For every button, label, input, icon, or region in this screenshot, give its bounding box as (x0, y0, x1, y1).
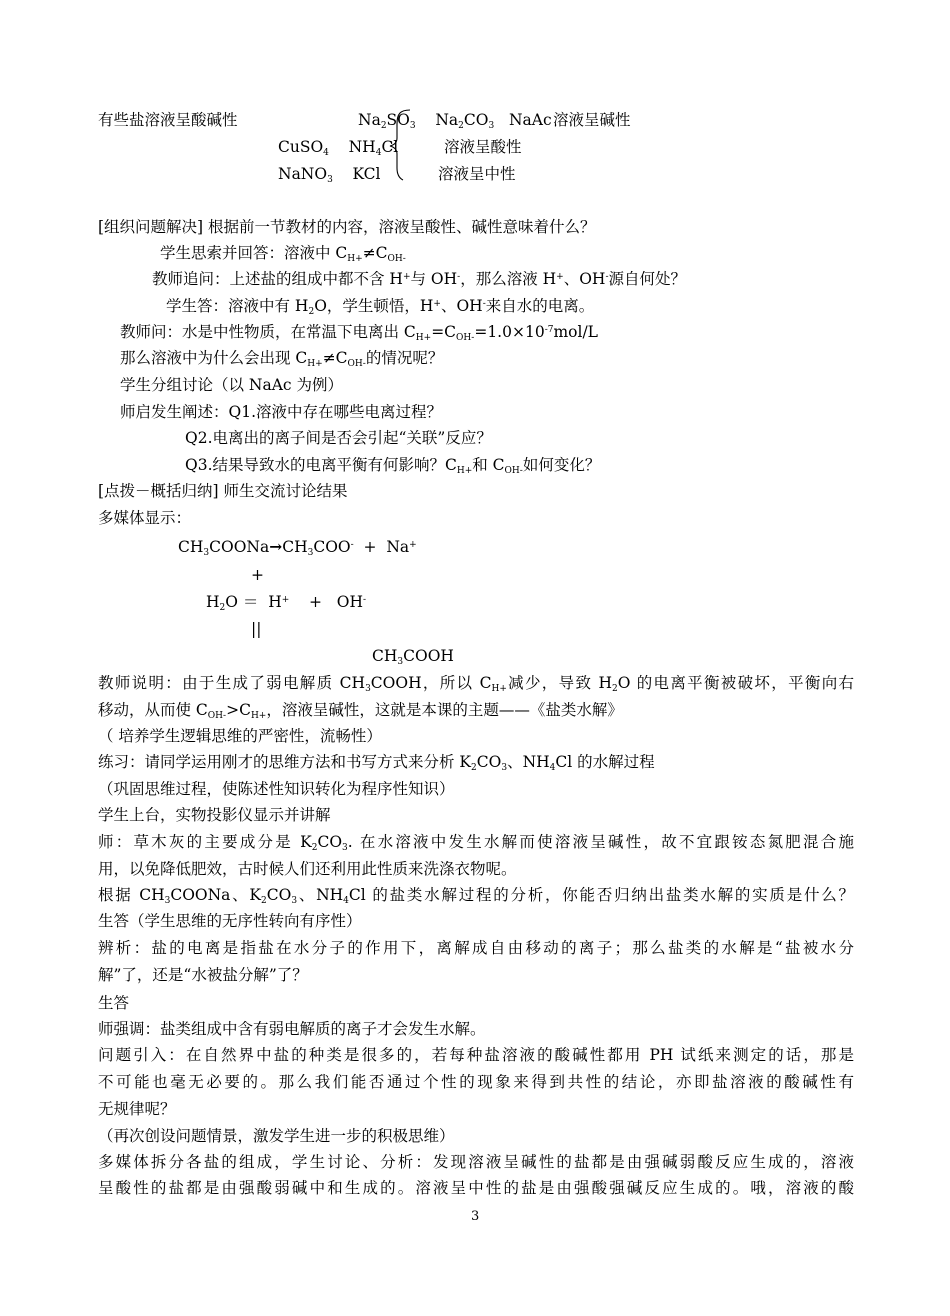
para-teacher-explain-1: 教师说明：由于生成了弱电解质 $CH_3COOH$，所以 $C_{H+}$减少，导致 $H_2O$ 的电离平衡被破坏，平衡向右 (98, 674, 855, 694)
para-ash-1: 师：草木灰的主要成分是 $K_2CO_3$. 在水溶液中发生水解而使溶液呈碱性，故不宜跟铵态氮肥混合施 (98, 833, 854, 853)
para-student-reply: 生答（学生思维的无序性转向有序性） (98, 912, 362, 930)
equation-plus: + (251, 566, 264, 584)
line-organize: [组织问题解决] 根据前一节教材的内容，溶液呈酸性、碱性意味着什么？ (98, 218, 596, 236)
para-multimedia-2: 呈酸性的盐都是由强酸弱碱中和生成的。溶液呈中性的盐是由强酸强碱反应生成的。哦，溶液的酸 (98, 1179, 854, 1197)
line-student-answer: 学生思索并回答：溶液中 $C_{H+}\ne C_{OH-}$ (160, 244, 406, 264)
para-analysis-2: 解”了，还是“水被盐分解”了？ (98, 966, 308, 984)
para-multimedia-1: 多媒体拆分各盐的组成，学生讨论、分析：发现溶液呈碱性的盐都是由强碱弱酸反应生成的，溶液 (98, 1153, 854, 1171)
row2-result: 溶液呈酸性 (444, 138, 522, 156)
para-scenario: （再次创设问题情景，激发学生进一步的积极思维） (98, 1127, 455, 1145)
para-consolidate: （巩固思维过程，使陈述性知识转化为程序性知识） (98, 780, 455, 798)
line-q1: 师启发生阐述：Q1.溶液中存在哪些电离过程？ (120, 403, 442, 421)
line-multimedia: 多媒体显示： (98, 509, 192, 527)
equation-line1: $CH_3COONa\to CH_3COO^- + Na^+$ (178, 537, 417, 558)
row3-result: 溶液呈中性 (438, 165, 516, 183)
row3-salts: NaNO$_3$ KCl (278, 165, 381, 185)
para-student-answer: 生答 (98, 994, 130, 1012)
line-q2: Q2.电离出的离子间是否会引起“关联”反应？ (185, 429, 492, 447)
brace-icon (386, 108, 416, 184)
row2-salts: CuSO$_4$ $NH_4Cl$ (278, 138, 399, 158)
row1-salts: $Na_2SO_3$ $Na_2CO_3$ NaAc (358, 111, 552, 131)
line-summary: [点拨－概括归纳] 师生交流讨论结果 (98, 482, 348, 500)
para-question-1: 问题引入：在自然界中盐的种类是很多的，若每种盐溶液的酸碱性都用 PH 试纸来测定的话，那是 (98, 1046, 854, 1064)
para-student-stage: 学生上台，实物投影仪显示并讲解 (98, 806, 331, 824)
para-logic: （ 培养学生逻辑思维的严密性，流畅性） (98, 727, 382, 745)
equation-product: $CH_3COOH$ (372, 647, 454, 667)
line-why: 那么溶液中为什么会出现 $C_{H+}\ne C_{OH-}$的情况呢？ (120, 349, 444, 369)
para-essence: 根据 $CH_3COONa$、$K_2CO_3$、$NH_4Cl$ 的盐类水解过程的分析，你能否归纳出盐类水解的实质是什么？ (98, 886, 854, 906)
line-teacher-followup: 教师追问：上述盐的组成中都不含 H+与 OH-，那么溶液 H+、OH-源自何处？ (152, 270, 686, 288)
line-student-realize: 学生答：溶液中有 $H_2O$，学生顿悟，H+、OH-来自水的电离。 (166, 297, 595, 317)
equation-bars: || (251, 620, 262, 638)
para-question-2: 不可能也毫无必要的。那么我们能否通过个性的现象来得到共性的结论，亦即盐溶液的酸碱性有 (98, 1073, 854, 1091)
para-analysis-1: 辨析：盐的电离是指盐在水分子的作用下，离解成自由移动的离子；那么盐类的水解是“盐被水分 (98, 939, 854, 957)
para-teacher-explain-2: 移动，从而使 $C_{OH-}>C_{H+}$，溶液呈碱性，这就是本课的主题——《盐类水解》 (98, 701, 623, 721)
para-question-3: 无规律呢？ (98, 1100, 176, 1118)
para-ash-2: 用，以免降低肥效，古时候人们还利用此性质来洗涤衣物呢。 (98, 860, 517, 878)
row1-result: 溶液呈碱性 (553, 111, 631, 129)
line-teacher-question: 教师问：水是中性物质，在常温下电离出 $C_{H+}=C_{OH-}=1.0\times 10^{-7}mol/L$ (120, 323, 598, 343)
line-group-discuss: 学生分组讨论（以 NaAc 为例） (120, 376, 344, 394)
line-q3: Q3.结果导致水的电离平衡有何影响？$C_{H+}$和 $C_{OH-}$如何变化？ (185, 456, 601, 476)
para-exercise: 练习：请同学运用刚才的思维方法和书写方式来分析 $K_2CO_3$、$NH_4Cl$ 的水解过程 (98, 753, 655, 773)
equation-water: $H_2O = H^+$ + OH- (206, 593, 367, 613)
intro-text: 有些盐溶液呈酸碱性 (98, 111, 238, 129)
para-emphasis: 师强调：盐类组成中含有弱电解质的离子才会发生水解。 (98, 1020, 486, 1038)
page-number: 3 (471, 1209, 480, 1224)
